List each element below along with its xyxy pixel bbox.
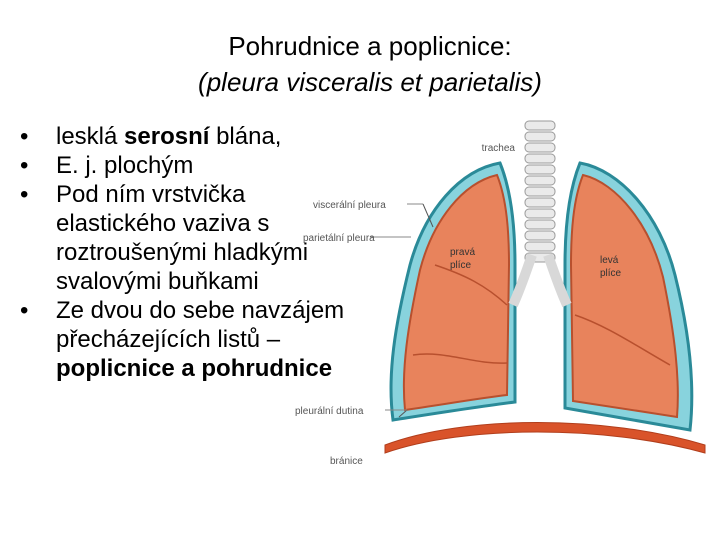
label-left-lung-2: plíce	[600, 268, 622, 279]
title-line-2: (pleura visceralis et parietalis)	[198, 67, 542, 97]
label-parietal-pleura: parietální pleura	[303, 233, 375, 244]
right-lung	[404, 175, 509, 410]
left-lung	[571, 175, 678, 417]
title-line-1: Pohrudnice a poplicnice:	[228, 31, 512, 61]
bullet-dot: •	[20, 123, 29, 150]
label-visceral-pleura: viscerální pleura	[313, 200, 386, 211]
label-diaphragm: bránice	[330, 456, 363, 467]
bullet-dot: •	[20, 181, 29, 208]
bullet-item: • lesklá serosní blána,	[20, 123, 282, 150]
bullet-dot: •	[20, 297, 29, 324]
trachea-rings	[525, 121, 555, 262]
diaphragm	[385, 423, 705, 454]
label-right-lung-2: plíce	[450, 260, 472, 271]
label-pleural-cavity: pleurální dutina	[295, 406, 364, 417]
bullet-dot: •	[20, 152, 29, 179]
label-left-lung-1: levá	[600, 255, 619, 266]
label-right-lung-1: pravá	[450, 247, 476, 258]
bullet-list	[20, 122, 380, 383]
label-trachea: trachea	[481, 143, 515, 154]
bullet-item: • E. j. plochým	[20, 152, 194, 179]
bullet-item: • Pod ním vrstvička elastického vaziva s roztroušenými hladkými svalovými buňkami	[20, 181, 309, 295]
bullet-item: • Ze dvou do sebe navzájem přecházejících listů – poplicnice a pohrudnice	[20, 297, 345, 382]
